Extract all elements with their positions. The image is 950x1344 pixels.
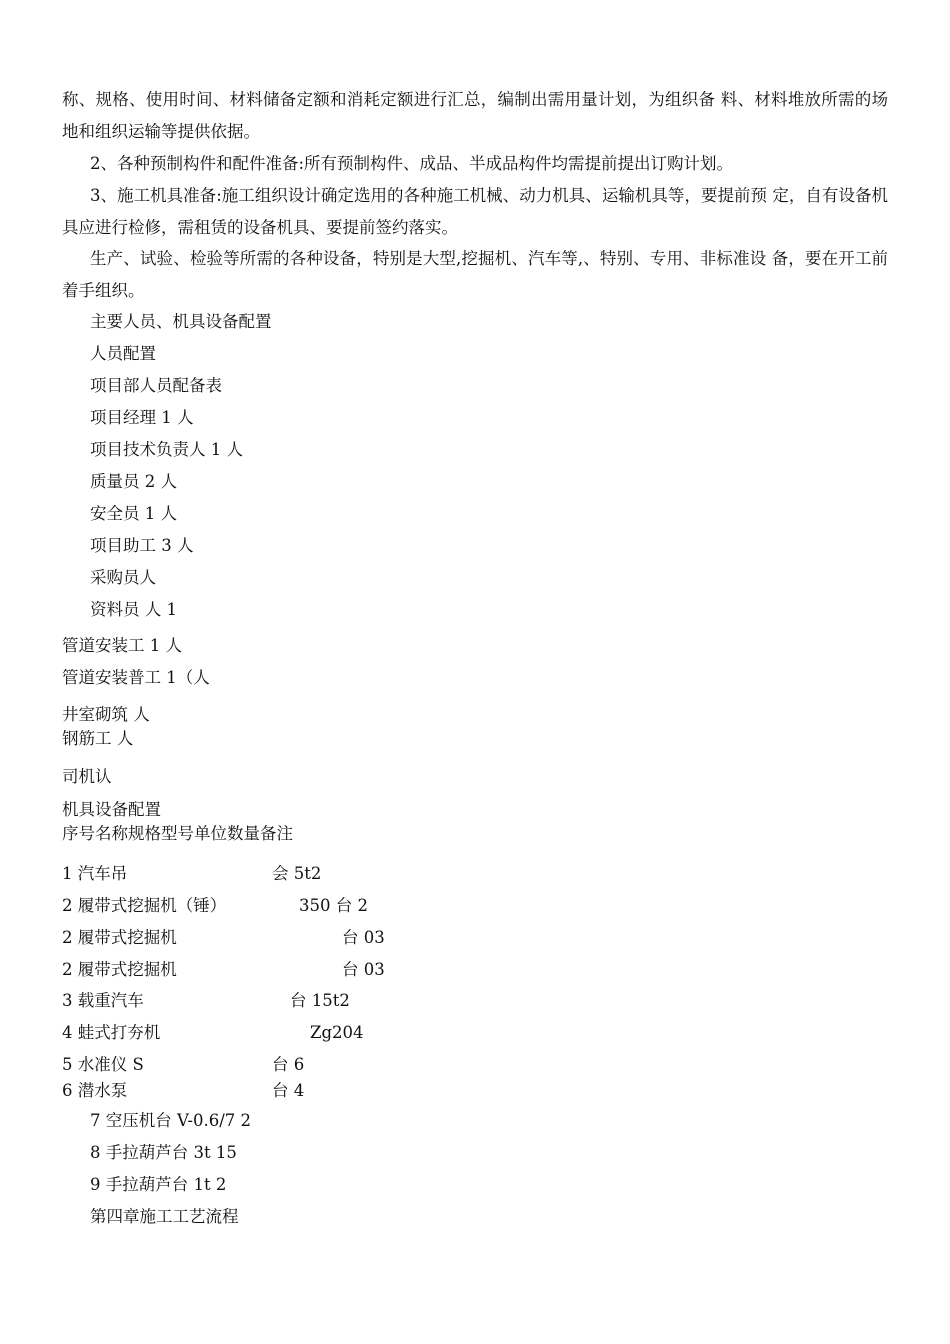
equipment-name: 6 潜水泵 <box>62 1081 128 1100</box>
equipment-row <box>0 954 950 986</box>
paragraph-prefab-parts: 2、各种预制构件和配件准备:所有预制构件、成品、半成品构件均需提前提出订购计划。 <box>90 154 734 173</box>
equipment-name: 5 水准仪 S <box>62 1055 144 1074</box>
equipment-spec: 台 03 <box>342 960 385 979</box>
equipment-line: 7 空压机台 V-0.6/7 2 <box>90 1111 252 1130</box>
equipment-row <box>0 1075 950 1107</box>
equipment-spec: 台 03 <box>342 928 385 947</box>
staff-line: 钢筋工 人 <box>62 729 134 748</box>
equipment-spec: 台 4 <box>272 1081 305 1100</box>
equipment-line: 9 手拉葫芦台 1t 2 <box>90 1175 227 1194</box>
staff-line: 采购员人 <box>90 568 156 587</box>
equipment-row <box>0 890 950 922</box>
staff-line: 司机认 <box>62 767 112 786</box>
equipment-line: 8 手拉葫芦台 3t 15 <box>90 1143 237 1162</box>
staff-line: 井室砌筑 人 <box>62 705 150 724</box>
staff-line: 质量员 2 人 <box>90 472 177 491</box>
equipment-name: 4 蛙式打夯机 <box>62 1023 161 1042</box>
paragraph-tool-prep: 3、施工机具准备:施工组织设计确定选用的各种施工机械、动力机具、运输机具等，要提前预 定，自有设备机具应进行检修，需租赁的设备机具、要提前签约落实。 <box>62 186 888 237</box>
equipment-spec: Zg204 <box>310 1023 364 1042</box>
staff-line: 项目经理 1 人 <box>90 408 194 427</box>
heading-equipment-config: 机具设备配置 <box>62 800 161 819</box>
equipment-table-header: 序号名称规格型号单位数量备注 <box>62 824 293 843</box>
staff-line: 安全员 1 人 <box>90 504 177 523</box>
chapter-heading: 第四章施工工艺流程 <box>90 1207 239 1226</box>
equipment-name: 2 履带式挖掘机 <box>62 928 177 947</box>
equipment-name: 3 载重汽车 <box>62 991 144 1010</box>
staff-line: 管道安装普工 1（人 <box>62 668 210 687</box>
heading-main-config: 主要人员、机具设备配置 <box>90 312 272 331</box>
staff-line: 项目助工 3 人 <box>90 536 194 555</box>
paragraph-equipment-prep: 生产、试验、检验等所需的各种设备，特别是大型,挖掘机、汽车等,、特别、专用、非标准设 备，要在开工前着手组织。 <box>62 249 888 300</box>
equipment-name: 1 汽车吊 <box>62 864 128 883</box>
equipment-row <box>0 1017 950 1049</box>
equipment-spec: 350 台 2 <box>299 896 368 915</box>
heading-staff-table: 项目部人员配备表 <box>90 376 222 395</box>
equipment-spec: 台 15t2 <box>290 991 350 1010</box>
paragraph-material-plan: 称、规格、使用时间、材料储备定额和消耗定额进行汇总，编制出需用量计划，为组织备 料、材料堆放所需的场地和组织运输等提供依据。 <box>62 90 888 141</box>
equipment-row <box>0 922 950 954</box>
staff-line: 项目技术负责人 1 人 <box>90 440 243 459</box>
equipment-row <box>0 858 950 890</box>
equipment-name: 2 履带式挖掘机（锤） <box>62 896 227 915</box>
staff-line: 管道安装工 1 人 <box>62 636 182 655</box>
equipment-row <box>0 985 950 1017</box>
equipment-spec: 会 5t2 <box>272 864 322 883</box>
staff-line: 资料员 人 1 <box>90 600 177 619</box>
equipment-name: 2 履带式挖掘机 <box>62 960 177 979</box>
heading-staff-config: 人员配置 <box>90 344 156 363</box>
equipment-spec: 台 6 <box>272 1055 305 1074</box>
